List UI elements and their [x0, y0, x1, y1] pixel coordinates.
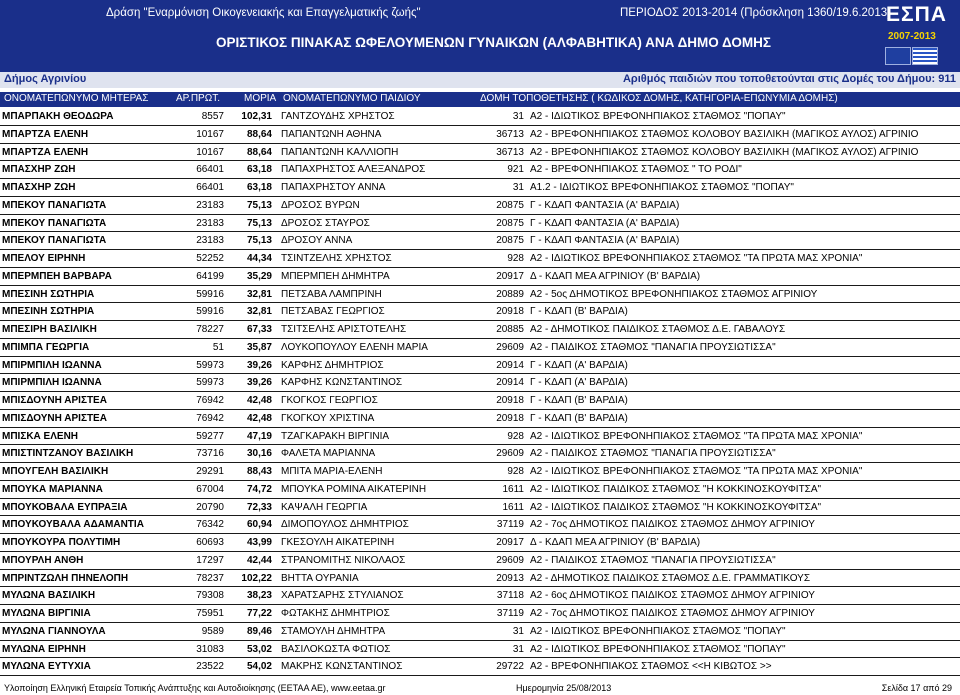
structure-code: 20918 [496, 306, 524, 318]
table-row [0, 552, 960, 570]
municipality-name: Δήμος Αγρινίου [4, 73, 87, 85]
structure-name: Α1.2 - ΙΔΙΩΤΙΚΟΣ ΒΡΕΦΟΝΗΠΙΑΚΟΣ ΣΤΑΘΜΟΣ "ΠΟΠΑΥ" [530, 182, 794, 193]
table-row [0, 339, 960, 357]
score-value: 38,23 [246, 590, 272, 602]
table-row [0, 658, 960, 676]
child-name: ΤΖΑΓΚΑΡΑΚΗ ΒΙΡΓΙΝΙΑ [281, 430, 390, 442]
child-name: ΓΚΟΓΚΟΥ ΧΡΙΣΤΙΝΑ [281, 412, 375, 424]
table-row [0, 499, 960, 517]
structure-name: Α2 - ΠΑΙΔΙΚΟΣ ΣΤΑΘΜΟΣ "ΠΑΝΑΓΙΑ ΠΡΟΥΣΙΩΤΙΣΣΑ" [530, 341, 776, 353]
protocol-number: 76942 [196, 412, 224, 424]
structure-name: Α2 - ΔΗΜΟΤΙΚΟΣ ΠΑΙΔΙΚΟΣ ΣΤΑΘΜΟΣ Δ.Ε. ΓΡΑΜΜΑΤΙΚΟΥΣ [530, 572, 811, 584]
table-row [0, 516, 960, 534]
table-row [0, 463, 960, 481]
page-footer [0, 683, 960, 695]
table-row [0, 428, 960, 446]
score-value: 67,33 [246, 324, 272, 335]
municipality-bar [0, 72, 960, 88]
child-name: ΜΠΕΡΜΠΕΗ ΔΗΜΗΤΡΑ [281, 270, 390, 282]
score-value: 42,44 [246, 554, 272, 566]
protocol-number: 59973 [196, 359, 224, 371]
table-row [0, 623, 960, 641]
structure-code: 20875 [496, 199, 524, 211]
table-row [0, 357, 960, 375]
score-value: 30,16 [246, 448, 272, 460]
table-row [0, 215, 960, 233]
structure-name: Α2 - ΙΔΙΩΤΙΚΟΣ ΠΑΙΔΙΚΟΣ ΣΤΑΘΜΟΣ "Η ΚΟΚΚΙΝΟΣΚΟΥΦΙΤΣΑ" [530, 501, 822, 513]
logo-years: 2007-2013 [888, 31, 936, 42]
score-value: 102,31 [241, 111, 272, 122]
table-row [0, 410, 960, 428]
mother-name: ΜΠΑΡΤΖΑ ΕΛΕΝΗ [2, 146, 89, 158]
protocol-number: 23183 [196, 217, 224, 229]
child-name: ΦΩΤΑΚΗΣ ΔΗΜΗΤΡΙΟΣ [281, 608, 390, 619]
structure-code: 1611 [502, 483, 524, 495]
mother-name: ΜΠΟΥΚΟΥΡΑ ΠΟΛΥΤΙΜΗ [2, 537, 121, 548]
score-value: 42,48 [246, 395, 272, 406]
children-count: Αριθμός παιδιών που τοποθετούνται στις Δομές του Δήμου: 911 [622, 73, 956, 85]
mother-name: ΜΠΑΣΧΗΡ ΖΩΗ [2, 182, 76, 193]
mother-name: ΜΠΕΚΟΥ ΠΑΝΑΓΙΩΤΑ [2, 235, 107, 247]
mother-name: ΜΥΛΩΝΑ ΓΙΑΝΝΟΥΛΑ [2, 625, 106, 637]
table-row [0, 534, 960, 552]
protocol-number: 31083 [196, 643, 224, 655]
structure-code: 928 [507, 430, 524, 442]
protocol-number: 78227 [196, 324, 224, 335]
footer-date: Ημερομηνία 25/08/2013 [516, 683, 612, 693]
protocol-number: 8557 [201, 111, 224, 122]
protocol-number: 59916 [196, 288, 224, 300]
structure-name: Α2 - 7ος ΔΗΜΟΤΙΚΟΣ ΠΑΙΔΙΚΟΣ ΣΤΑΘΜΟΣ ΔΗΜΟΥ ΑΓΡΙΝΙΟΥ [530, 519, 815, 531]
structure-code: 20917 [496, 270, 524, 282]
child-name: ΣΤΡΑΝΟΜΙΤΗΣ ΝΙΚΟΛΑΟΣ [281, 554, 406, 566]
child-name: ΠΑΠΑΝΤΩΝΗ ΚΑΛΛΙΟΠΗ [281, 146, 399, 158]
mother-name: ΜΠΙΣΚΑ ΕΛΕΝΗ [2, 430, 79, 442]
score-value: 35,87 [246, 341, 272, 353]
protocol-number: 60693 [196, 537, 224, 548]
score-value: 35,29 [246, 270, 272, 282]
child-name: ΜΠΟΥΚΑ ΡΟΜΙΝΑ ΑΙΚΑΤΕΡΙΝΗ [281, 483, 427, 495]
col-protocol: ΑΡ.ΠΡΩΤ. [176, 93, 220, 104]
table-header [0, 92, 960, 107]
structure-code: 37119 [496, 608, 524, 619]
structure-code: 31 [512, 625, 524, 637]
mother-name: ΜΥΛΩΝΑ ΒΙΡΓΙΝΙΑ [2, 608, 91, 619]
mother-name: ΜΠΕΣΙΝΗ ΣΩΤΗΡΙΑ [2, 288, 95, 300]
period-label: ΠΕΡΙΟΔΟΣ 2013-2014 (Πρόσκληση 1360/19.6.2013) [620, 7, 891, 19]
col-child: ΟΝΟΜΑΤΕΠΩΝΥΜΟ ΠΑΙΔΙΟΥ [283, 93, 421, 104]
eu-flag-icon [885, 47, 911, 65]
score-value: 43,99 [246, 537, 272, 548]
structure-name: Δ - ΚΔΑΠ ΜΕΑ ΑΓΡΙΝΙΟΥ (Β' ΒΑΡΔΙΑ) [530, 270, 701, 282]
structure-code: 37118 [496, 590, 524, 602]
table-row [0, 179, 960, 197]
protocol-number: 23522 [196, 661, 224, 673]
protocol-number: 76342 [196, 519, 224, 531]
structure-code: 1611 [502, 501, 524, 513]
table-row [0, 286, 960, 304]
structure-name: Α2 - 5ος ΔΗΜΟΤΙΚΟΣ ΒΡΕΦΟΝΗΠΙΑΚΟΣ ΣΤΑΘΜΟΣ ΑΓΡΙΝΙΟΥ [530, 288, 818, 300]
mother-name: ΜΠΟΥΚΟΥΒΑΛΑ ΑΔΑΜΑΝΤΙΑ [2, 519, 144, 531]
structure-code: 31 [512, 643, 524, 655]
table-row [0, 445, 960, 463]
structure-code: 29609 [496, 448, 524, 460]
score-value: 47,19 [246, 430, 272, 442]
structure-name: Α2 - 6ος ΔΗΜΟΤΙΚΟΣ ΠΑΙΔΙΚΟΣ ΣΤΑΘΜΟΣ ΔΗΜΟΥ ΑΓΡΙΝΙΟΥ [530, 590, 815, 602]
table-row [0, 161, 960, 179]
mother-name: ΜΠΟΥΡΛΗ ΑΝΘΗ [2, 554, 84, 566]
score-value: 53,02 [246, 643, 272, 655]
structure-name: Α2 - ΒΡΕΦΟΝΗΠΙΑΚΟΣ ΣΤΑΘΜΟΣ ΚΟΛΟΒΟΥ ΒΑΣΙΛΙΚΗ (ΜΑΓΙΚΟΣ ΑΥΛΟΣ) ΑΓΡΙΝΙΟ [530, 146, 919, 158]
table-row [0, 250, 960, 268]
child-name: ΚΑΡΦΗΣ ΔΗΜΗΤΡΙΟΣ [281, 359, 384, 371]
structure-code: 36713 [496, 128, 524, 140]
structure-code: 29609 [496, 554, 524, 566]
child-name: ΠΑΠΑΧΡΗΣΤΟΣ ΑΛΕΞΑΝΔΡΟΣ [281, 164, 426, 176]
structure-code: 20914 [496, 359, 524, 371]
col-structure: ΔΟΜΗ ΤΟΠΟΘΕΤΗΣΗΣ ( ΚΩΔΙΚΟΣ ΔΟΜΗΣ, ΚΑΤΗΓΟΡΙΑ-ΕΠΩΝΥΜΙΑ ΔΟΜΗΣ) [480, 93, 838, 104]
mother-name: ΜΠΕΣΙΝΗ ΣΩΤΗΡΙΑ [2, 306, 95, 318]
score-value: 54,02 [246, 661, 272, 673]
mother-name: ΜΠΙΣΔΟΥΝΗ ΑΡΙΣΤΕΑ [2, 395, 107, 406]
mother-name: ΜΠΕΚΟΥ ΠΑΝΑΓΙΩΤΑ [2, 199, 107, 211]
structure-code: 20917 [496, 537, 524, 548]
child-name: ΛΟΥΚΟΠΟΥΛΟΥ ΕΛΕΝΗ ΜΑΡΙΑ [281, 341, 428, 353]
child-name: ΚΑΨΑΛΗ ΓΕΩΡΓΙΑ [281, 501, 368, 513]
mother-name: ΜΠΕΚΟΥ ΠΑΝΑΓΙΩΤΑ [2, 217, 107, 229]
protocol-number: 75951 [196, 608, 224, 619]
child-name: ΠΑΠΑΝΤΩΝΗ ΑΘΗΝΑ [281, 128, 382, 140]
protocol-number: 76942 [196, 395, 224, 406]
structure-code: 31 [512, 111, 524, 122]
mother-name: ΜΠΑΣΧΗΡ ΖΩΗ [2, 164, 76, 176]
child-name: ΜΠΙΤΑ ΜΑΡΙΑ-ΕΛΕΝΗ [281, 466, 383, 477]
child-name: ΦΑΛΕΤΑ ΜΑΡΙΑΝΝΑ [281, 448, 376, 460]
mother-name: ΜΥΛΩΝΑ ΒΑΣΙΛΙΚΗ [2, 590, 96, 602]
structure-code: 37119 [496, 519, 524, 531]
score-value: 72,33 [246, 501, 272, 513]
protocol-number: 9589 [201, 625, 224, 637]
page-title: ΟΡΙΣΤΙΚΟΣ ΠΙΝΑΚΑΣ ΩΦΕΛΟΥΜΕΝΩΝ ΓΥΝΑΙΚΩΝ (ΑΛΦΑΒΗΤΙΚΑ) ΑΝΑ ΔΗΜΟ ΔΟΜΗΣ [216, 35, 771, 50]
mother-name: ΜΠΟΥΓΕΛΗ ΒΑΣΙΛΙΚΗ [2, 466, 109, 477]
score-value: 32,81 [246, 306, 272, 318]
table-row [0, 126, 960, 144]
mother-name: ΜΠΑΡΤΖΑ ΕΛΕΝΗ [2, 128, 89, 140]
structure-code: 20914 [496, 377, 524, 389]
table-row [0, 321, 960, 339]
child-name: ΤΣΙΤΣΕΛΗΣ ΑΡΙΣΤΟΤΕΛΗΣ [281, 324, 407, 335]
score-value: 88,64 [246, 146, 272, 158]
structure-name: Γ - ΚΔΑΠ (Α' ΒΑΡΔΙΑ) [530, 359, 628, 371]
protocol-number: 10167 [196, 146, 224, 158]
protocol-number: 59973 [196, 377, 224, 389]
protocol-number: 20790 [196, 501, 224, 513]
table-row [0, 392, 960, 410]
mother-name: ΜΠΙΡΜΠΙΛΗ ΙΩΑΝΝΑ [2, 359, 102, 371]
structure-name: Α2 - ΙΔΙΩΤΙΚΟΣ ΠΑΙΔΙΚΟΣ ΣΤΑΘΜΟΣ "Η ΚΟΚΚΙΝΟΣΚΟΥΦΙΤΣΑ" [530, 483, 822, 495]
child-name: ΓΑΝΤΖΟΥΔΗΣ ΧΡΗΣΤΟΣ [281, 111, 395, 122]
table-row [0, 144, 960, 162]
structure-code: 928 [507, 466, 524, 477]
child-name: ΓΚΕΣΟΥΛΗ ΑΙΚΑΤΕΡΙΝΗ [281, 537, 395, 548]
protocol-number: 79308 [196, 590, 224, 602]
score-value: 63,18 [246, 182, 272, 193]
mother-name: ΜΠΕΡΜΠΕΗ ΒΑΡΒΑΡΑ [2, 270, 112, 282]
protocol-number: 64199 [196, 270, 224, 282]
mother-name: ΜΠΑΡΠΑΚΗ ΘΕΟΔΩΡΑ [2, 111, 114, 122]
footer-implementer: Υλοποίηση Ελληνική Εταιρεία Τοπικής Ανάπτυξης και Αυτοδιοίκησης (ΕΕΤΑΑ ΑΕ), www.eetaa.gr [4, 683, 386, 693]
score-value: 89,46 [246, 625, 272, 637]
structure-code: 928 [507, 253, 524, 264]
score-value: 88,43 [246, 466, 272, 477]
table-row [0, 481, 960, 499]
structure-name: Α2 - ΙΔΙΩΤΙΚΟΣ ΒΡΕΦΟΝΗΠΙΑΚΟΣ ΣΤΑΘΜΟΣ "ΠΟΠΑΥ" [530, 643, 786, 655]
child-name: ΤΣΙΝΤΖΕΛΗΣ ΧΡΗΣΤΟΣ [281, 253, 392, 264]
structure-code: 20875 [496, 217, 524, 229]
structure-name: Γ - ΚΔΑΠ (Α' ΒΑΡΔΙΑ) [530, 377, 628, 389]
protocol-number: 17297 [196, 554, 224, 566]
protocol-number: 59916 [196, 306, 224, 318]
structure-code: 36713 [496, 146, 524, 158]
table-row [0, 570, 960, 588]
protocol-number: 23183 [196, 199, 224, 211]
footer-page: Σελίδα 17 από 29 [881, 683, 952, 693]
structure-code: 20913 [496, 572, 524, 584]
table-row [0, 303, 960, 321]
protocol-number: 66401 [196, 182, 224, 193]
espa-logo [880, 3, 958, 69]
structure-name: Γ - ΚΔΑΠ ΦΑΝΤΑΣΙΑ (Α' ΒΑΡΔΙΑ) [530, 235, 680, 247]
protocol-number: 73716 [196, 448, 224, 460]
table-row [0, 641, 960, 659]
mother-name: ΜΠΟΥΚΟΒΑΛΑ ΕΥΠΡΑΞΙΑ [2, 501, 128, 513]
protocol-number: 59277 [196, 430, 224, 442]
structure-name: Α2 - ΒΡΕΦΟΝΗΠΙΑΚΟΣ ΣΤΑΘΜΟΣ <<Η ΚΙΒΩΤΟΣ >> [530, 661, 772, 673]
structure-name: Γ - ΚΔΑΠ (Β' ΒΑΡΔΙΑ) [530, 395, 628, 406]
table-row [0, 232, 960, 250]
structure-code: 20885 [496, 324, 524, 335]
protocol-number: 51 [212, 341, 224, 353]
structure-code: 20918 [496, 412, 524, 424]
structure-name: Α2 - ΒΡΕΦΟΝΗΠΙΑΚΟΣ ΣΤΑΘΜΟΣ ΚΟΛΟΒΟΥ ΒΑΣΙΛΙΚΗ (ΜΑΓΙΚΟΣ ΑΥΛΟΣ) ΑΓΡΙΝΙΟ [530, 128, 919, 140]
mother-name: ΜΥΛΩΝΑ ΕΙΡΗΝΗ [2, 643, 86, 655]
score-value: 42,48 [246, 412, 272, 424]
score-value: 88,64 [246, 128, 272, 140]
table-row [0, 374, 960, 392]
mother-name: ΜΠΡΙΝΤΖΩΛΗ ΠΗΝΕΛΟΠΗ [2, 572, 129, 584]
structure-name: Α2 - ΙΔΙΩΤΙΚΟΣ ΒΡΕΦΟΝΗΠΙΑΚΟΣ ΣΤΑΘΜΟΣ "ΤΑ ΠΡΩΤΑ ΜΑΣ ΧΡΟΝΙΑ" [530, 466, 863, 477]
score-value: 39,26 [246, 359, 272, 371]
child-name: ΚΑΡΦΗΣ ΚΩΝΣΤΑΝΤΙΝΟΣ [281, 377, 403, 389]
protocol-number: 67004 [196, 483, 224, 495]
mother-name: ΜΠΕΣΙΡΗ ΒΑΣΙΛΙΚΗ [2, 324, 97, 335]
child-name: ΣΤΑΜΟΥΛΗ ΔΗΜΗΤΡΑ [281, 625, 386, 637]
col-score: ΜΟΡΙΑ [244, 93, 277, 104]
structure-name: Α2 - ΔΗΜΟΤΙΚΟΣ ΠΑΙΔΙΚΟΣ ΣΤΑΘΜΟΣ Δ.Ε. ΓΑΒΑΛΟΥΣ [530, 324, 786, 335]
structure-code: 29609 [496, 341, 524, 353]
structure-code: 921 [507, 164, 524, 176]
structure-code: 31 [512, 182, 524, 193]
structure-name: Γ - ΚΔΑΠ (Β' ΒΑΡΔΙΑ) [530, 412, 628, 424]
score-value: 63,18 [246, 164, 272, 176]
structure-name: Α2 - ΙΔΙΩΤΙΚΟΣ ΒΡΕΦΟΝΗΠΙΑΚΟΣ ΣΤΑΘΜΟΣ "ΤΑ ΠΡΩΤΑ ΜΑΣ ΧΡΟΝΙΑ" [530, 430, 863, 442]
score-value: 44,34 [246, 253, 272, 264]
structure-name: Γ - ΚΔΑΠ ΦΑΝΤΑΣΙΑ (Α' ΒΑΡΔΙΑ) [530, 217, 680, 229]
score-value: 102,22 [241, 572, 272, 584]
structure-name: Α2 - 7ος ΔΗΜΟΤΙΚΟΣ ΠΑΙΔΙΚΟΣ ΣΤΑΘΜΟΣ ΔΗΜΟΥ ΑΓΡΙΝΙΟΥ [530, 608, 815, 619]
score-value: 39,26 [246, 377, 272, 389]
child-name: ΔΡΟΣΟΣ ΣΤΑΥΡΟΣ [281, 217, 370, 229]
structure-name: Α2 - ΙΔΙΩΤΙΚΟΣ ΒΡΕΦΟΝΗΠΙΑΚΟΣ ΣΤΑΘΜΟΣ "ΠΟΠΑΥ" [530, 111, 786, 122]
protocol-number: 78237 [196, 572, 224, 584]
header-banner [0, 0, 960, 72]
mother-name: ΜΠΙΜΠΑ ΓΕΩΡΓΙΑ [2, 341, 90, 353]
child-name: ΠΕΤΣΑΒΑΣ ΓΕΩΡΓΙΟΣ [281, 306, 385, 318]
score-value: 75,13 [246, 235, 272, 247]
program-title: Δράση "Εναρμόνιση Οικογενειακής και Επαγγελματικής ζωής" [106, 7, 421, 19]
structure-name: Γ - ΚΔΑΠ ΦΑΝΤΑΣΙΑ (Α' ΒΑΡΔΙΑ) [530, 199, 680, 211]
score-value: 74,72 [246, 483, 272, 495]
child-name: ΔΙΜΟΠΟΥΛΟΣ ΔΗΜΗΤΡΙΟΣ [281, 519, 409, 531]
table-row [0, 197, 960, 215]
structure-code: 29722 [496, 661, 524, 673]
mother-name: ΜΥΛΩΝΑ ΕΥΤΥΧΙΑ [2, 661, 91, 673]
protocol-number: 29291 [196, 466, 224, 477]
table-body [0, 108, 960, 676]
score-value: 77,22 [246, 608, 272, 619]
child-name: ΠΕΤΣΑΒΑ ΛΑΜΠΡΙΝΗ [281, 288, 382, 300]
structure-name: Α2 - ΙΔΙΩΤΙΚΟΣ ΒΡΕΦΟΝΗΠΙΑΚΟΣ ΣΤΑΘΜΟΣ "ΠΟΠΑΥ" [530, 625, 786, 637]
greek-flag-icon [912, 47, 938, 65]
protocol-number: 66401 [196, 164, 224, 176]
structure-name: Α2 - ΙΔΙΩΤΙΚΟΣ ΒΡΕΦΟΝΗΠΙΑΚΟΣ ΣΤΑΘΜΟΣ "ΤΑ ΠΡΩΤΑ ΜΑΣ ΧΡΟΝΙΑ" [530, 253, 863, 264]
child-name: ΓΚΟΓΚΟΣ ΓΕΩΡΓΙΟΣ [281, 395, 378, 406]
child-name: ΧΑΡΑΤΣΑΡΗΣ ΣΤΥΛΙΑΝΟΣ [281, 590, 404, 602]
mother-name: ΜΠΙΣΔΟΥΝΗ ΑΡΙΣΤΕΑ [2, 412, 107, 424]
child-name: ΜΑΚΡΗΣ ΚΩΝΣΤΑΝΤΙΝΟΣ [281, 661, 403, 673]
score-value: 60,94 [246, 519, 272, 531]
child-name: ΔΡΟΣΟΣ ΒΥΡΩΝ [281, 199, 360, 211]
score-value: 75,13 [246, 217, 272, 229]
protocol-number: 23183 [196, 235, 224, 247]
structure-code: 20889 [496, 288, 524, 300]
table-row [0, 268, 960, 286]
child-name: ΔΡΟΣΟΥ ΑΝΝΑ [281, 235, 353, 247]
score-value: 75,13 [246, 199, 272, 211]
mother-name: ΜΠΙΡΜΠΙΛΗ ΙΩΑΝΝΑ [2, 377, 102, 389]
score-value: 32,81 [246, 288, 272, 300]
table-row [0, 605, 960, 623]
protocol-number: 52252 [196, 253, 224, 264]
logo-text: ΕΣΠΑ [886, 3, 947, 26]
structure-code: 20918 [496, 395, 524, 406]
child-name: ΒΑΣΙΛΟΚΩΣΤΑ ΦΩΤΙΟΣ [281, 643, 391, 655]
col-mother: ΟΝΟΜΑΤΕΠΩΝΥΜΟ ΜΗΤΕΡΑΣ [4, 93, 149, 104]
mother-name: ΜΠΙΣΤΙΝΤΖΑΝΟΥ ΒΑΣΙΛΙΚΗ [2, 448, 134, 460]
mother-name: ΜΠΟΥΚΑ ΜΑΡΙΑΝΝΑ [2, 483, 103, 495]
structure-name: Α2 - ΒΡΕΦΟΝΗΠΙΑΚΟΣ ΣΤΑΘΜΟΣ " ΤΟ ΡΟΔΙ" [530, 164, 742, 176]
structure-name: Α2 - ΠΑΙΔΙΚΟΣ ΣΤΑΘΜΟΣ "ΠΑΝΑΓΙΑ ΠΡΟΥΣΙΩΤΙΣΣΑ" [530, 554, 776, 566]
table-row [0, 587, 960, 605]
table-row [0, 108, 960, 126]
structure-name: Α2 - ΠΑΙΔΙΚΟΣ ΣΤΑΘΜΟΣ "ΠΑΝΑΓΙΑ ΠΡΟΥΣΙΩΤΙΣΣΑ" [530, 448, 776, 460]
structure-name: Γ - ΚΔΑΠ (Β' ΒΑΡΔΙΑ) [530, 306, 628, 318]
child-name: ΒΗΤΤΑ ΟΥΡΑΝΙΑ [281, 572, 359, 584]
child-name: ΠΑΠΑΧΡΗΣΤΟΥ ΑΝΝΑ [281, 182, 386, 193]
protocol-number: 10167 [196, 128, 224, 140]
structure-name: Δ - ΚΔΑΠ ΜΕΑ ΑΓΡΙΝΙΟΥ (Β' ΒΑΡΔΙΑ) [530, 537, 701, 548]
structure-code: 20875 [496, 235, 524, 247]
mother-name: ΜΠΕΛΟΥ ΕΙΡΗΝΗ [2, 253, 86, 264]
